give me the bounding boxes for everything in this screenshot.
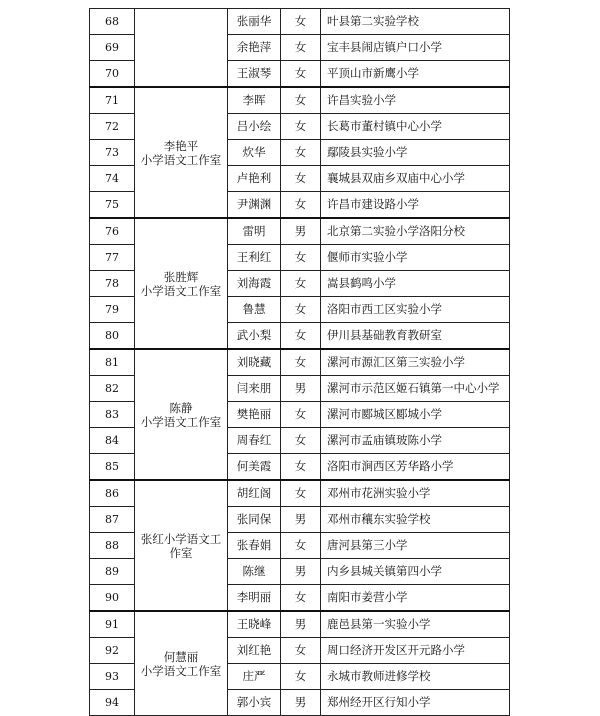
member-gender: 女	[281, 245, 321, 271]
studio-name-line: 小学语文工作室	[140, 414, 222, 429]
studio-name-line: 小学语文工作室	[140, 152, 222, 167]
studio-name	[135, 218, 228, 349]
table-row	[90, 9, 510, 35]
member-name: 闫来朋	[228, 376, 281, 402]
row-number: 89	[90, 559, 135, 585]
member-name: 刘晓藏	[228, 349, 281, 376]
member-gender: 女	[281, 480, 321, 507]
member-gender: 女	[281, 140, 321, 166]
member-gender: 男	[281, 559, 321, 585]
member-school: 鹿邑县第一实验小学	[321, 611, 510, 638]
row-number: 93	[90, 664, 135, 690]
member-name: 刘海霞	[228, 271, 281, 297]
member-gender: 女	[281, 297, 321, 323]
table-row	[90, 611, 510, 638]
row-number: 80	[90, 323, 135, 350]
member-school: 襄城县双庙乡双庙中心小学	[321, 166, 510, 192]
member-school: 长葛市董村镇中心小学	[321, 114, 510, 140]
member-name: 炊华	[228, 140, 281, 166]
studio-name-line: 作室	[169, 545, 193, 560]
member-gender: 女	[281, 61, 321, 88]
member-school: 鄢陵县实验小学	[321, 140, 510, 166]
table-row	[90, 218, 510, 245]
studio-name-line: 陈静	[169, 400, 193, 415]
row-number: 68	[90, 9, 135, 35]
studio-name	[135, 87, 228, 218]
member-gender: 女	[281, 402, 321, 428]
member-name: 张同保	[228, 507, 281, 533]
row-number: 83	[90, 402, 135, 428]
studio-name-line: 张胜辉	[163, 269, 199, 284]
member-name: 武小梨	[228, 323, 281, 350]
member-gender: 女	[281, 9, 321, 35]
member-name: 吕小绘	[228, 114, 281, 140]
member-school: 漯河市示范区姬石镇第一中心小学	[321, 376, 510, 402]
row-number: 73	[90, 140, 135, 166]
member-gender: 女	[281, 323, 321, 350]
member-name: 雷明	[228, 218, 281, 245]
row-number: 72	[90, 114, 135, 140]
member-school: 漯河市源汇区第三实验小学	[321, 349, 510, 376]
member-school: 洛阳市西工区实验小学	[321, 297, 510, 323]
roster-body	[90, 9, 510, 716]
member-school: 洛阳市涧西区芳华路小学	[321, 454, 510, 481]
member-name: 刘红艳	[228, 638, 281, 664]
row-number: 71	[90, 87, 135, 114]
member-gender: 男	[281, 376, 321, 402]
member-gender: 女	[281, 638, 321, 664]
member-name: 余艳萍	[228, 35, 281, 61]
member-name: 卢艳利	[228, 166, 281, 192]
studio-name	[135, 9, 228, 88]
studio-name-line: 小学语文工作室	[140, 283, 222, 298]
member-school: 嵩县鹤鸣小学	[321, 271, 510, 297]
row-number: 81	[90, 349, 135, 376]
member-gender: 女	[281, 192, 321, 219]
studio-name-line: 何慧丽	[163, 649, 199, 664]
studio-name-line: 李艳平	[163, 138, 199, 153]
member-name: 张丽华	[228, 9, 281, 35]
row-number: 79	[90, 297, 135, 323]
member-school: 漯河市郾城区郾城小学	[321, 402, 510, 428]
member-school: 偃师市实验小学	[321, 245, 510, 271]
row-number: 75	[90, 192, 135, 219]
member-name: 李明丽	[228, 585, 281, 612]
member-gender: 女	[281, 114, 321, 140]
member-gender: 男	[281, 690, 321, 716]
member-school: 内乡县城关镇第四小学	[321, 559, 510, 585]
member-gender: 男	[281, 507, 321, 533]
member-name: 庄严	[228, 664, 281, 690]
row-number: 82	[90, 376, 135, 402]
member-school: 宝丰县闹店镇户口小学	[321, 35, 510, 61]
member-gender: 女	[281, 271, 321, 297]
row-number: 84	[90, 428, 135, 454]
member-name: 何美霞	[228, 454, 281, 481]
member-gender: 女	[281, 349, 321, 376]
row-number: 76	[90, 218, 135, 245]
member-gender: 女	[281, 35, 321, 61]
row-number: 77	[90, 245, 135, 271]
table-row	[90, 480, 510, 507]
member-gender: 女	[281, 533, 321, 559]
studio-name-line: 小学语文工作室	[140, 663, 222, 678]
studio-name-line: 张红小学语文工	[140, 531, 222, 546]
member-name: 王利红	[228, 245, 281, 271]
member-gender: 女	[281, 428, 321, 454]
member-school: 许昌实验小学	[321, 87, 510, 114]
row-number: 69	[90, 35, 135, 61]
member-name: 王晓峰	[228, 611, 281, 638]
member-gender: 女	[281, 454, 321, 481]
member-name: 陈继	[228, 559, 281, 585]
row-number: 85	[90, 454, 135, 481]
member-school: 许昌市建设路小学	[321, 192, 510, 219]
member-gender: 女	[281, 664, 321, 690]
member-school: 叶县第二实验学校	[321, 9, 510, 35]
studio-name	[135, 349, 228, 480]
member-name: 鲁慧	[228, 297, 281, 323]
table-row	[90, 349, 510, 376]
row-number: 92	[90, 638, 135, 664]
member-school: 永城市教师进修学校	[321, 664, 510, 690]
member-name: 张春娟	[228, 533, 281, 559]
row-number: 91	[90, 611, 135, 638]
studio-name	[135, 480, 228, 611]
row-number: 90	[90, 585, 135, 612]
member-school: 伊川县基础教育教研室	[321, 323, 510, 350]
member-name: 周春红	[228, 428, 281, 454]
member-name: 胡红阁	[228, 480, 281, 507]
row-number: 70	[90, 61, 135, 88]
member-name: 李晖	[228, 87, 281, 114]
member-name: 郭小宾	[228, 690, 281, 716]
member-gender: 男	[281, 218, 321, 245]
member-name: 尹渊渊	[228, 192, 281, 219]
row-number: 86	[90, 480, 135, 507]
member-school: 郑州经开区行知小学	[321, 690, 510, 716]
studio-name	[135, 611, 228, 716]
row-number: 87	[90, 507, 135, 533]
row-number: 94	[90, 690, 135, 716]
table-row	[90, 87, 510, 114]
member-gender: 女	[281, 87, 321, 114]
row-number: 74	[90, 166, 135, 192]
member-school: 平顶山市新鹰小学	[321, 61, 510, 88]
member-gender: 男	[281, 611, 321, 638]
member-name: 樊艳丽	[228, 402, 281, 428]
member-school: 唐河县第三小学	[321, 533, 510, 559]
roster-table	[89, 8, 510, 716]
member-school: 邓州市花洲实验小学	[321, 480, 510, 507]
member-school: 南阳市姜营小学	[321, 585, 510, 612]
member-school: 北京第二实验小学洛阳分校	[321, 218, 510, 245]
member-school: 漯河市孟庙镇玻陈小学	[321, 428, 510, 454]
row-number: 88	[90, 533, 135, 559]
row-number: 78	[90, 271, 135, 297]
member-gender: 女	[281, 166, 321, 192]
member-name: 王淑琴	[228, 61, 281, 88]
member-gender: 女	[281, 585, 321, 612]
member-school: 周口经济开发区开元路小学	[321, 638, 510, 664]
member-school: 邓州市穰东实验学校	[321, 507, 510, 533]
